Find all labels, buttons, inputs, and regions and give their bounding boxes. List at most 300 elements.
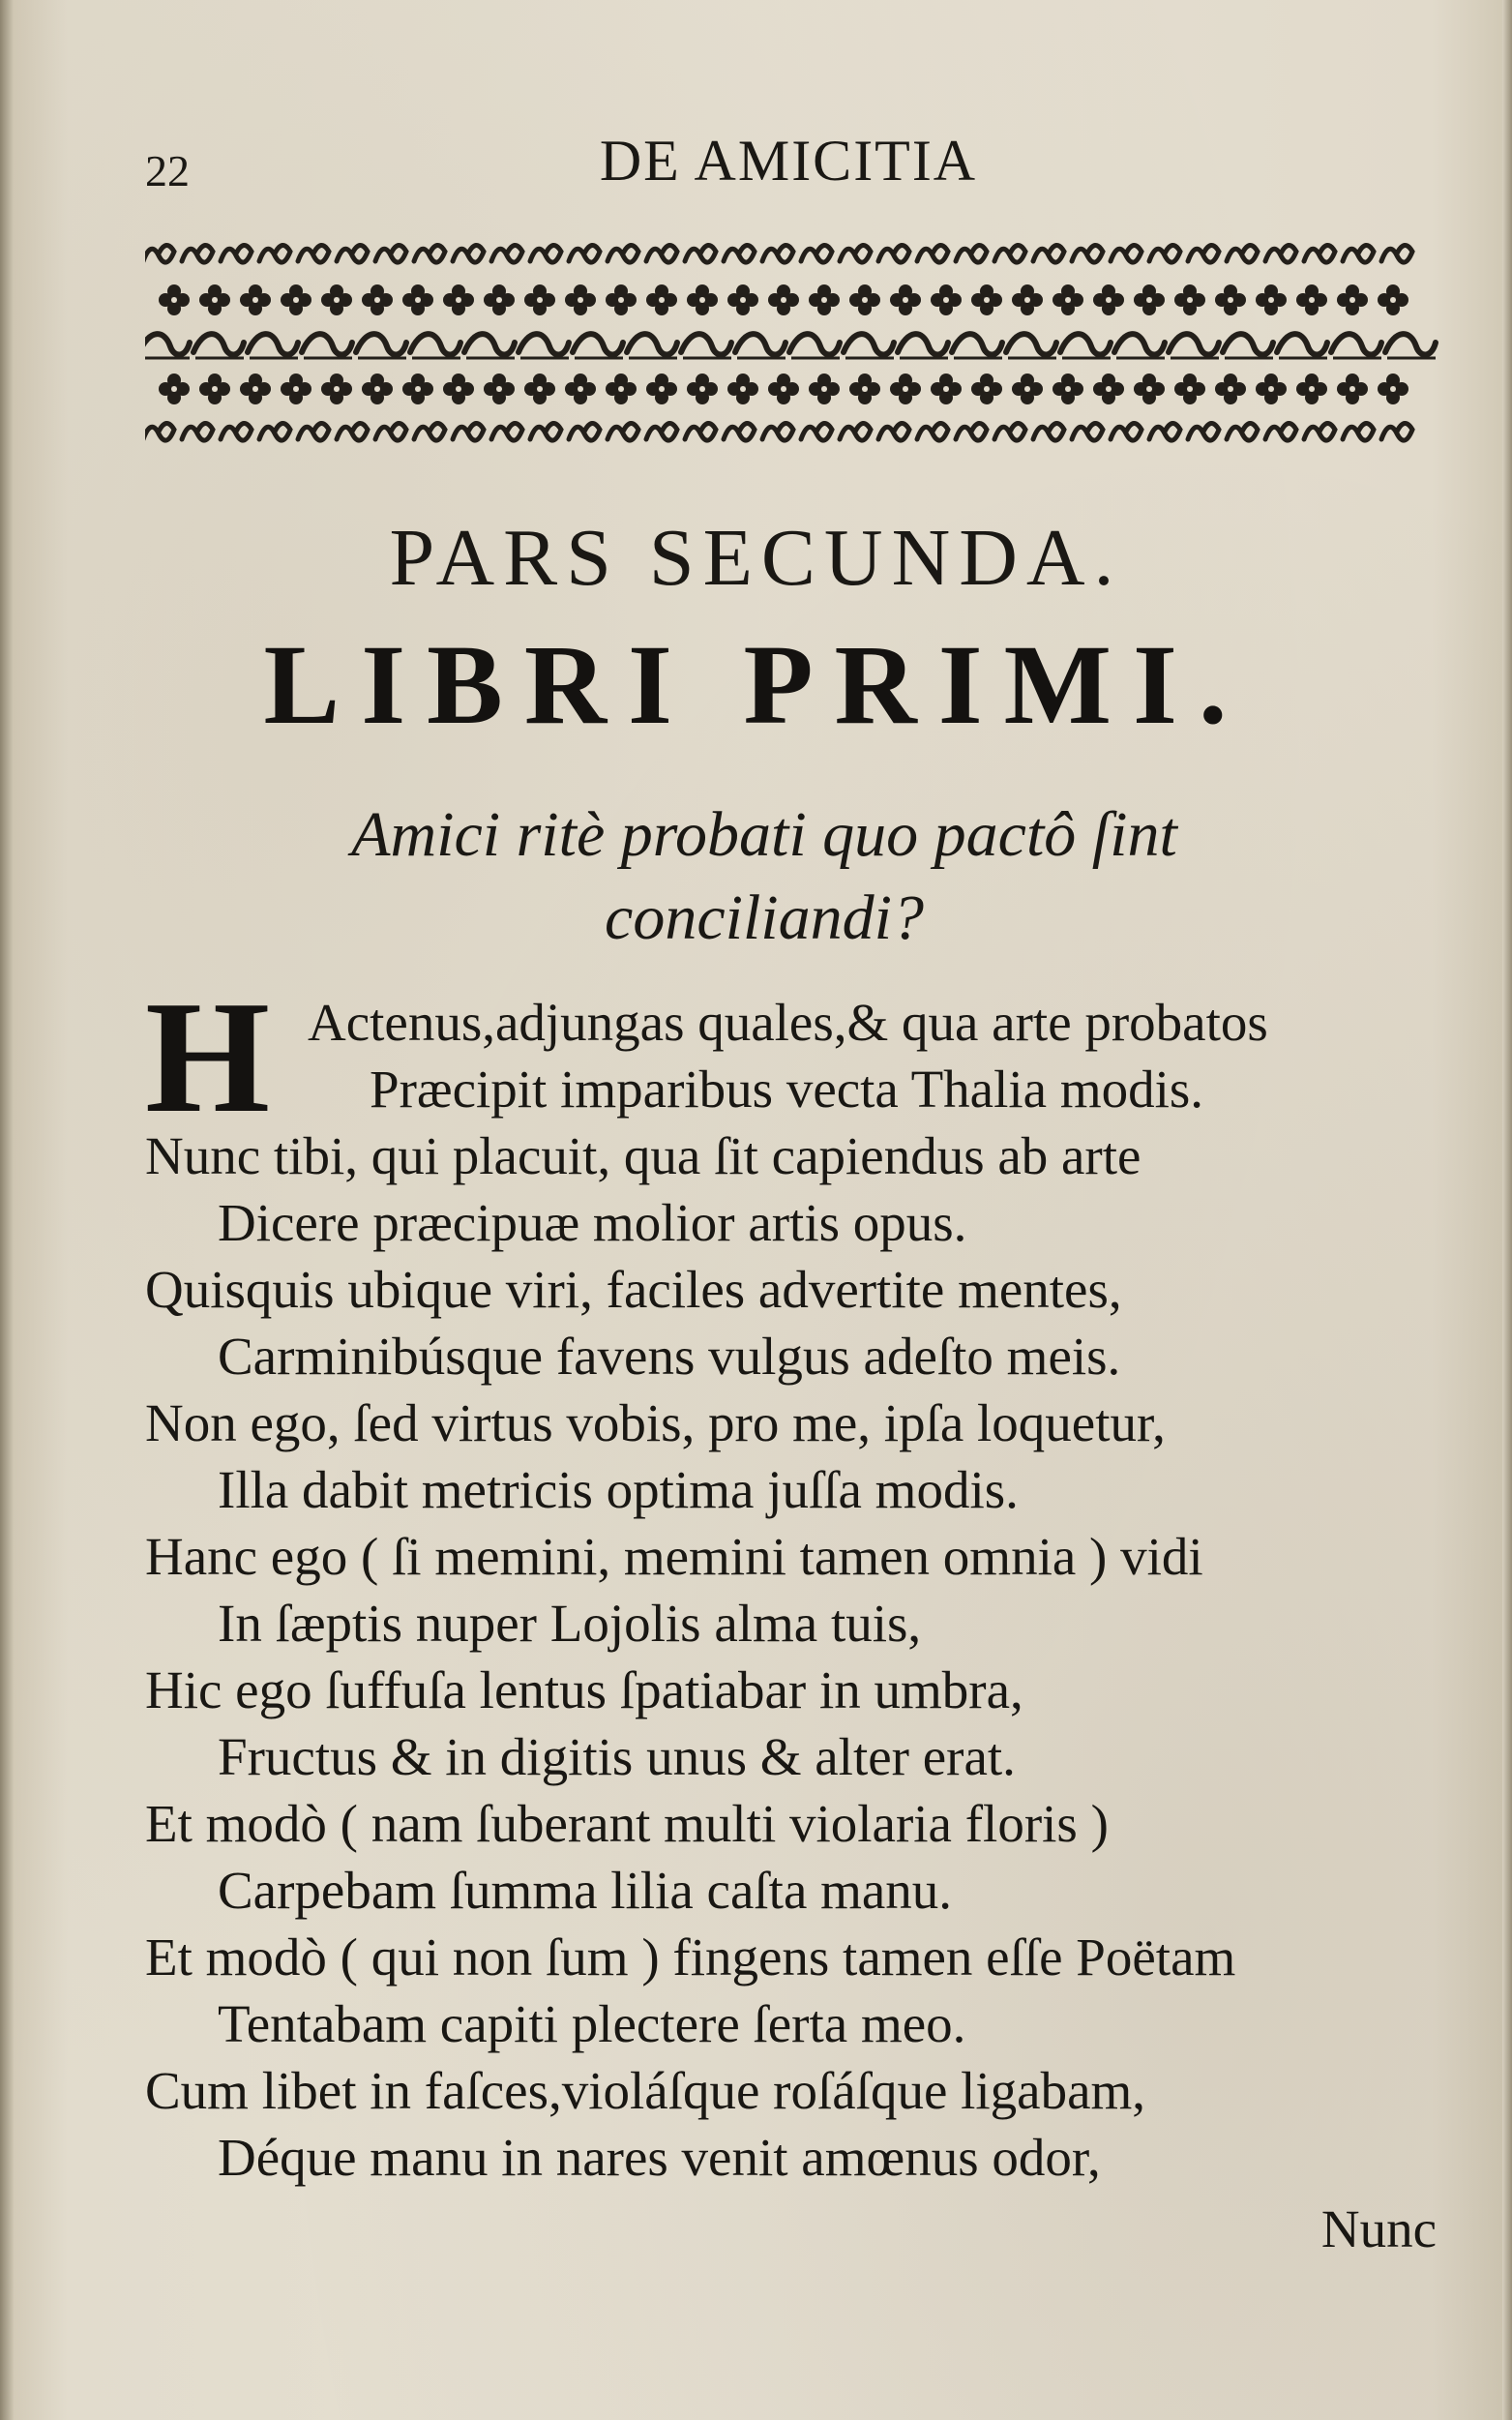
ornament-mark <box>608 245 638 262</box>
verse-line: Fructus & in digitis unus & alter erat. <box>218 1727 1016 1786</box>
ornament-mark <box>321 382 335 396</box>
ornament-mark <box>456 297 461 303</box>
ornament-mark <box>252 297 258 303</box>
ornament-mark <box>414 423 445 440</box>
ornament-mark <box>1111 245 1141 262</box>
ornament-mark <box>337 423 368 440</box>
verse-line: Dicere præcipuæ molior artis opus. <box>218 1193 967 1252</box>
ornament-mark <box>1070 293 1083 307</box>
ornament-mark <box>1012 382 1025 396</box>
ornament-mark <box>1065 386 1071 392</box>
ornament-mark <box>687 293 700 307</box>
ornament-mark <box>569 245 600 262</box>
ornament-mark <box>903 386 908 392</box>
ornament-mark <box>699 386 705 392</box>
ornament-mark <box>1024 297 1030 303</box>
ornament-mark <box>890 293 904 307</box>
ornament-mark <box>542 293 555 307</box>
ornament-mark <box>867 382 880 396</box>
ornament-mark <box>1029 382 1043 396</box>
ornament-mark <box>334 297 340 303</box>
ornament-mark <box>1256 382 1269 396</box>
section-subtitle: Amici ritè probati quo pactô ſint conciliandi? <box>351 799 1177 953</box>
ornament-mark <box>1223 334 1273 354</box>
ornament-mark <box>727 293 741 307</box>
ornament-mark <box>685 423 716 440</box>
ornament-mark <box>1343 423 1374 440</box>
ornament-mark <box>578 297 583 303</box>
ornament-mark <box>569 423 600 440</box>
ornament-mark <box>460 382 474 396</box>
ornament-mark <box>917 423 948 440</box>
ornament-mark <box>217 293 230 307</box>
ornament-mark <box>762 423 793 440</box>
ornament-mark <box>664 382 677 396</box>
ornament-mark <box>659 297 665 303</box>
ornament-mark <box>903 297 908 303</box>
ornament-mark <box>1134 382 1147 396</box>
ornament-mark <box>781 297 786 303</box>
ornament-mark <box>402 382 416 396</box>
ornament-mark <box>453 423 484 440</box>
ornament-mark <box>1093 293 1107 307</box>
ornament-mark <box>943 386 949 392</box>
ornament-mark <box>1228 297 1233 303</box>
ornament-mark <box>627 334 677 354</box>
ornament-mark <box>646 245 677 262</box>
ornament-mark <box>952 334 1002 354</box>
ornament-mark <box>491 423 522 440</box>
ornament-mark <box>1012 293 1025 307</box>
ornament-mark <box>496 386 502 392</box>
ornament-mark <box>971 293 985 307</box>
ornament-mark <box>252 386 258 392</box>
ornament-mark <box>221 423 252 440</box>
ornament-mark <box>1215 293 1229 307</box>
ornament-mark <box>646 423 677 440</box>
ornament-mark <box>1024 386 1030 392</box>
drop-cap: H <box>145 968 271 1146</box>
ornament-mark <box>501 293 515 307</box>
ornament-mark <box>339 293 352 307</box>
ornament-mark <box>618 386 624 392</box>
verse-line: Hic ego ſuffuſa lentus ſpatiabar in umbra, <box>145 1660 1023 1719</box>
ornament-mark <box>1072 423 1103 440</box>
ornament-mark <box>890 382 904 396</box>
ornament-mark <box>907 382 921 396</box>
ornament-mark <box>943 297 949 303</box>
verse-line: In ſæptis nuper Lojolis alma tuis, <box>218 1594 922 1653</box>
ornament-mark <box>1277 334 1327 354</box>
ornament-mark <box>302 334 352 354</box>
ornament-mark <box>659 386 665 392</box>
ornament-mark <box>1070 382 1083 396</box>
ornament-mark <box>809 382 822 396</box>
ornament-mark <box>781 386 786 392</box>
ornament-mark <box>519 334 569 354</box>
ornament-mark <box>414 245 445 262</box>
ornament-mark <box>1381 423 1412 440</box>
ornament-mark <box>826 293 840 307</box>
ornament-mark <box>456 386 461 392</box>
running-head <box>145 128 1432 195</box>
ornament-mark <box>582 293 596 307</box>
ornament-mark <box>402 293 416 307</box>
ornament-mark <box>849 382 863 396</box>
ornament-mark <box>298 293 311 307</box>
ornament-mark <box>212 297 218 303</box>
ornament-mark <box>145 423 174 440</box>
ornament-mark <box>1151 293 1165 307</box>
ornament-mark <box>1343 245 1374 262</box>
ornament-mark <box>145 245 174 262</box>
ornament-mark <box>443 293 457 307</box>
ornament-mark <box>524 382 538 396</box>
ornament-mark <box>415 297 421 303</box>
ornament-mark <box>1111 423 1141 440</box>
ornament-mark <box>704 382 718 396</box>
ornament-mark <box>484 293 497 307</box>
ornament-mark <box>1006 334 1056 354</box>
ornament-mark <box>1337 382 1350 396</box>
ornament-mark <box>618 297 624 303</box>
ornament-mark <box>339 382 352 396</box>
ornament-mark <box>1265 423 1296 440</box>
ornament-mark <box>685 245 716 262</box>
ornament-mark <box>159 293 172 307</box>
ornament-mark <box>443 382 457 396</box>
ornament-mark <box>867 293 880 307</box>
ornament-mark <box>994 245 1025 262</box>
ornament-mark <box>1273 382 1287 396</box>
ornament-mark <box>956 423 987 440</box>
ornament-mark <box>496 297 502 303</box>
ornament-mark <box>1093 382 1107 396</box>
ornament-mark <box>240 382 253 396</box>
ornament-mark <box>931 382 944 396</box>
ornament-mark <box>727 382 741 396</box>
ornament-mark <box>199 382 213 396</box>
ornament-mark <box>1228 386 1233 392</box>
ornament-mark <box>1052 293 1066 307</box>
ornament-mark <box>1188 423 1219 440</box>
ornament-mark <box>1265 245 1296 262</box>
ornament-mark <box>1072 245 1103 262</box>
ornament-mark <box>789 334 840 354</box>
ornament-mark <box>1354 293 1368 307</box>
catchword: Nunc <box>1320 2199 1437 2258</box>
ornament-mark <box>501 382 515 396</box>
ornament-mark <box>971 382 985 396</box>
ornament-mark <box>1378 382 1391 396</box>
ornament-mark <box>578 386 583 392</box>
ornament-mark <box>281 382 294 396</box>
ornament-mark <box>212 386 218 392</box>
ornament-mark <box>293 297 299 303</box>
ornament-mark <box>199 293 213 307</box>
ornament-mark <box>453 245 484 262</box>
ornament-mark <box>1268 297 1274 303</box>
ornament-mark <box>1188 245 1219 262</box>
ornament-mark <box>878 423 909 440</box>
ornament-mark <box>606 382 619 396</box>
verse-line: Carpebam ſumma lilia caſta manu. <box>218 1861 953 1920</box>
ornament-mark <box>840 423 871 440</box>
ornament-mark <box>1304 245 1335 262</box>
ornament-mark <box>1227 245 1258 262</box>
ornament-mark <box>1174 293 1188 307</box>
ornament-mark <box>193 334 244 354</box>
ornament-mark <box>1314 293 1327 307</box>
ornament-mark <box>745 293 758 307</box>
ornament-mark <box>573 334 623 354</box>
ornament-mark <box>159 382 172 396</box>
ornament-mark <box>745 382 758 396</box>
ornament-mark <box>1256 293 1269 307</box>
ornament-mark <box>145 334 190 354</box>
ornament-mark <box>1385 334 1436 354</box>
ornament-mark <box>1296 293 1310 307</box>
ornament-mark <box>257 382 271 396</box>
poem <box>145 968 1461 2191</box>
ornament-mark <box>1349 386 1355 392</box>
ornament-mark <box>704 293 718 307</box>
ornament-mark <box>1227 423 1258 440</box>
ornament-mark <box>171 386 177 392</box>
ornament-mark <box>984 297 990 303</box>
ornament-mark <box>735 334 786 354</box>
ornament-mark <box>1304 423 1335 440</box>
ornament-mark <box>1273 293 1287 307</box>
ornament-mark <box>740 297 746 303</box>
ornament-mark <box>762 245 793 262</box>
ornament-mark <box>1354 382 1368 396</box>
ornament-mark <box>1033 423 1064 440</box>
ornament-mark <box>801 423 832 440</box>
ornament-mark <box>849 293 863 307</box>
verse-line: Præcipit imparibus vecta Thalia modis. <box>370 1060 1204 1119</box>
ornament-mark <box>464 334 515 354</box>
ornament-mark <box>862 297 868 303</box>
ornament-mark <box>293 386 299 392</box>
ornament-mark <box>724 245 755 262</box>
ornament-mark <box>801 245 832 262</box>
ornament-mark <box>809 293 822 307</box>
ornament-mark <box>606 293 619 307</box>
ornament-mark <box>768 382 782 396</box>
ornament-mark <box>1309 386 1315 392</box>
verse-line: Actenus,adjungas quales,& qua arte probatos <box>308 993 1268 1052</box>
ornament-mark <box>1395 382 1408 396</box>
ornament-mark <box>248 334 298 354</box>
ornament-mark <box>337 245 368 262</box>
verse-line: Tentabam capiti plectere ſerta meo. <box>218 1994 966 2053</box>
ornament-mark <box>1187 386 1193 392</box>
ornament-mark <box>375 423 406 440</box>
ornament-mark <box>1390 297 1396 303</box>
ornament-mark <box>1151 382 1165 396</box>
ornament-mark <box>1111 293 1124 307</box>
verse-line: Nunc tibi, qui placuit, qua ſit capiendus ab arte <box>145 1126 1141 1185</box>
ornament-mark <box>530 245 561 262</box>
ornament-mark <box>1187 297 1193 303</box>
ornament-mark <box>844 334 894 354</box>
ornament-mark <box>217 382 230 396</box>
ornament-mark <box>1349 297 1355 303</box>
page-edge-left <box>0 0 14 2420</box>
ornament-mark <box>1106 386 1112 392</box>
ornament-mark <box>1033 245 1064 262</box>
ornament-mark <box>681 334 731 354</box>
ornament-mark <box>298 423 329 440</box>
ornament-mark <box>826 382 840 396</box>
ornament-mark <box>1232 382 1246 396</box>
ornament-mark <box>646 293 660 307</box>
ornament-mark <box>948 382 962 396</box>
ornament-mark <box>582 382 596 396</box>
ornament-mark <box>410 334 460 354</box>
ornament-mark <box>907 293 921 307</box>
ornament-mark <box>298 382 311 396</box>
ornament-mark <box>699 297 705 303</box>
ornament-mark <box>334 386 340 392</box>
ornament-mark <box>768 293 782 307</box>
ornament-mark <box>420 382 433 396</box>
ornament-mark <box>1192 293 1205 307</box>
ornament-mark <box>379 382 393 396</box>
ornament-mark <box>740 386 746 392</box>
ornament-mark <box>1309 297 1315 303</box>
ornament-mark <box>1114 334 1165 354</box>
ornament-mark <box>821 386 827 392</box>
ornament-mark <box>1149 423 1180 440</box>
ornament-mark <box>948 293 962 307</box>
decorative-fleuron-band-icon <box>145 232 1441 464</box>
ornament-mark <box>786 293 799 307</box>
ornament-mark <box>240 293 253 307</box>
book-title: LIBRI PRIMI. <box>263 621 1249 748</box>
ornament-mark <box>1134 293 1147 307</box>
ornament-mark <box>623 382 637 396</box>
ornament-mark <box>989 293 1002 307</box>
ornament-mark <box>1029 293 1043 307</box>
ornament-mark <box>321 293 335 307</box>
verse-line: Carminibúsque favens vulgus adeſto meis. <box>218 1327 1121 1386</box>
ornament-mark <box>362 382 375 396</box>
ornament-mark <box>484 382 497 396</box>
ornament-mark <box>878 245 909 262</box>
ornament-mark <box>259 245 290 262</box>
verse-line: Illa dabit metricis optima juſſa modis. <box>218 1460 1019 1519</box>
ornament-mark <box>491 245 522 262</box>
ornament-mark <box>989 382 1002 396</box>
ornament-mark <box>537 386 543 392</box>
ornament-mark <box>786 382 799 396</box>
ornament-mark <box>182 423 213 440</box>
ornament-mark <box>537 297 543 303</box>
ornament-mark <box>1146 297 1152 303</box>
ornament-mark <box>821 297 827 303</box>
ornament-mark <box>415 386 421 392</box>
ornament-mark <box>257 293 271 307</box>
ornament-mark <box>362 293 375 307</box>
ornament-mark <box>176 293 190 307</box>
ornament-mark <box>1169 334 1219 354</box>
verse-line: Cum libet in faſces,violáſque roſáſque ligabam, <box>145 2061 1146 2120</box>
verse-line: Et modò ( qui non ſum ) fingens tamen eſſe Poëtam <box>145 1927 1236 1987</box>
ornament-mark <box>1337 293 1350 307</box>
page-edge-right <box>1502 0 1512 2420</box>
ornament-mark <box>664 293 677 307</box>
verse-line: Hanc ego ( ſi memini, memini tamen omnia ) vidi <box>145 1527 1203 1586</box>
ornament-mark <box>221 245 252 262</box>
ornament-mark <box>1390 386 1396 392</box>
ornament-mark <box>1111 382 1124 396</box>
verse-line: Et modò ( nam ſuberant multi violaria floris ) <box>145 1794 1109 1853</box>
ornament-mark <box>374 297 380 303</box>
verse-line: Quisquis ubique viri, faciles advertite mentes, <box>145 1260 1122 1319</box>
ornament-mark <box>565 382 578 396</box>
ornament-mark <box>1381 245 1412 262</box>
ornament-mark <box>1331 334 1381 354</box>
page-number: 22 <box>145 146 190 195</box>
ornament-mark <box>1146 386 1152 392</box>
ornament-mark <box>182 245 213 262</box>
ornament-mark <box>608 423 638 440</box>
ornament-mark <box>994 423 1025 440</box>
ornament-mark <box>917 245 948 262</box>
ornament-mark <box>862 386 868 392</box>
ornament-mark <box>840 245 871 262</box>
ornament-mark <box>1106 297 1112 303</box>
ornament-mark <box>623 293 637 307</box>
ornament-mark <box>931 293 944 307</box>
ornament-mark <box>724 423 755 440</box>
ornament-mark <box>524 293 538 307</box>
verse-line: Déque manu in nares venit amœnus odor, <box>218 2128 1101 2187</box>
ornament-mark <box>281 293 294 307</box>
ornament-mark <box>356 334 406 354</box>
ornament-mark <box>956 245 987 262</box>
ornament-mark <box>1395 293 1408 307</box>
part-title: PARS SECUNDA. <box>389 513 1123 603</box>
ornament-mark <box>1296 382 1310 396</box>
ornament-mark <box>1065 297 1071 303</box>
ornament-mark <box>176 382 190 396</box>
ornament-mark <box>687 382 700 396</box>
ornament-mark <box>259 423 290 440</box>
ornament-mark <box>565 293 578 307</box>
ornament-mark <box>460 293 474 307</box>
ornament-mark <box>1215 382 1229 396</box>
ornament-mark <box>375 245 406 262</box>
verse-line: Non ego, ſed virtus vobis, pro me, ipſa loquetur, <box>145 1393 1166 1452</box>
ornament-mark <box>298 245 329 262</box>
ornament-mark <box>898 334 948 354</box>
ornament-mark <box>1378 293 1391 307</box>
ornament-mark <box>374 386 380 392</box>
ornament-mark <box>1314 382 1327 396</box>
ornament-mark <box>542 382 555 396</box>
running-title: DE AMICITIA <box>599 129 978 193</box>
ornament-mark <box>171 297 177 303</box>
ornament-mark <box>1052 382 1066 396</box>
ornament-mark <box>420 293 433 307</box>
ornament-mark <box>1232 293 1246 307</box>
ornament-mark <box>1174 382 1188 396</box>
ornament-mark <box>530 423 561 440</box>
ornament-mark <box>1149 245 1180 262</box>
